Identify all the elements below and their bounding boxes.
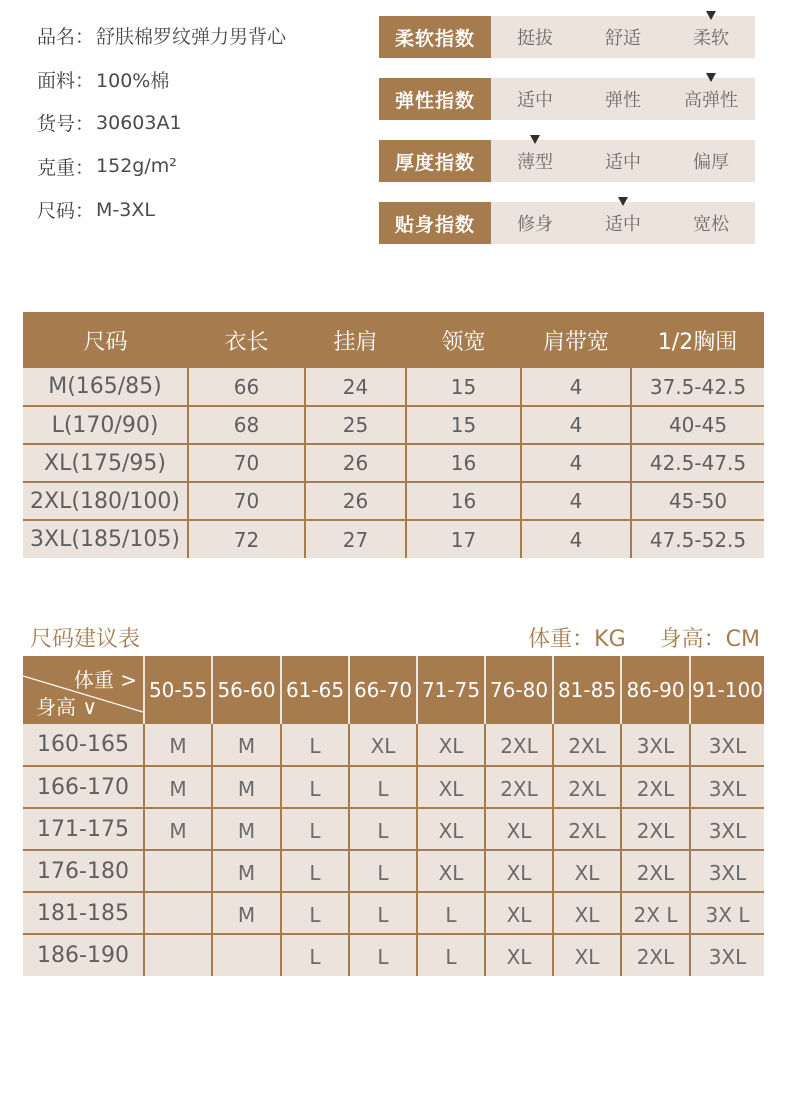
thickness-option: 适中 [605, 152, 641, 173]
table-cell: 16 [406, 482, 521, 520]
weight-header: 91-100 [690, 656, 764, 724]
size-range-label: 尺码： [37, 200, 95, 223]
softness-index [379, 16, 755, 58]
selected-marker-icon [618, 197, 628, 206]
selected-marker-icon [530, 135, 540, 144]
table-row [23, 520, 764, 558]
table-row [23, 766, 764, 808]
weight-header: 76-80 [485, 656, 553, 724]
table-cell: 4 [521, 406, 631, 444]
table-cell: 72 [188, 520, 305, 558]
size-cell: XL [417, 724, 485, 766]
size-cell [144, 892, 212, 934]
size-cell [212, 934, 281, 976]
table-cell: 66 [188, 368, 305, 406]
size-cell: L [349, 934, 417, 976]
recommend-title: 尺码建议表 [30, 627, 141, 652]
softness-index-title: 柔软指数 [379, 16, 491, 58]
weight-header: 86-90 [621, 656, 690, 724]
size-cell: L [281, 892, 349, 934]
size-cell: L [281, 808, 349, 850]
thickness-index [379, 140, 755, 182]
size-range-row [37, 188, 286, 232]
size-cell: 3X L [690, 892, 764, 934]
fit-option: 修身 [517, 214, 553, 235]
thickness-index-options [491, 140, 755, 182]
table-cell: 4 [521, 444, 631, 482]
table-cell: 37.5-42.5 [631, 368, 764, 406]
size-cell: M [144, 724, 212, 766]
size-cell [144, 934, 212, 976]
height-unit-label: 身高：CM [659, 627, 760, 652]
table-cell: XL(175/95) [23, 444, 188, 482]
size-cell: 2XL [485, 766, 553, 808]
size-cell: L [281, 934, 349, 976]
recommend-table [23, 656, 764, 976]
size-cell: 3XL [690, 934, 764, 976]
table-row [23, 724, 764, 766]
table-cell: 15 [406, 368, 521, 406]
weight-header: 81-85 [553, 656, 621, 724]
table-cell: 26 [305, 444, 406, 482]
table-cell: 3XL(185/105) [23, 520, 188, 558]
elasticity-index-title: 弹性指数 [379, 78, 491, 120]
softness-option: 舒适 [605, 28, 641, 49]
table-cell: 25 [305, 406, 406, 444]
column-header: 1/2胸围 [631, 312, 764, 368]
weight-header: 66-70 [349, 656, 417, 724]
product-name-value: 舒肤棉罗纹弹力男背心 [96, 26, 287, 49]
size-range-value: M-3XL [96, 198, 155, 221]
table-cell: 70 [188, 444, 305, 482]
table-row [23, 368, 764, 406]
size-cell: 3XL [621, 724, 690, 766]
size-cell: M [212, 850, 281, 892]
size-cell: XL [417, 766, 485, 808]
table-cell: 24 [305, 368, 406, 406]
table-row [23, 892, 764, 934]
item-number-label: 货号： [37, 113, 95, 136]
size-table-header [23, 312, 764, 368]
height-cell: 181-185 [23, 892, 144, 934]
fabric-label: 面料： [37, 69, 95, 92]
size-cell: L [349, 850, 417, 892]
size-cell: L [281, 850, 349, 892]
size-cell: L [349, 808, 417, 850]
fit-index [379, 202, 755, 244]
weight-label: 克重： [37, 156, 95, 179]
table-row [23, 482, 764, 520]
table-cell: 2XL(180/100) [23, 482, 188, 520]
corner-weight-label: 体重 > [73, 668, 137, 692]
column-header: 肩带宽 [521, 312, 631, 368]
size-cell: 2XL [553, 808, 621, 850]
size-cell: 2XL [553, 766, 621, 808]
table-cell: 68 [188, 406, 305, 444]
corner-cell [23, 656, 144, 724]
column-header: 衣长 [188, 312, 305, 368]
size-cell: M [144, 766, 212, 808]
size-cell: XL [417, 808, 485, 850]
item-number-row [37, 101, 286, 145]
size-cell: 2XL [621, 808, 690, 850]
table-cell: 4 [521, 520, 631, 558]
table-cell: 45-50 [631, 482, 764, 520]
weight-row [37, 145, 286, 189]
weight-unit-label: 体重：KG [528, 627, 626, 652]
table-cell: 4 [521, 368, 631, 406]
selected-marker-icon [706, 11, 716, 20]
weight-value: 152g/m² [96, 155, 177, 178]
table-cell: M(165/85) [23, 368, 188, 406]
size-cell: M [212, 808, 281, 850]
height-cell: 186-190 [23, 934, 144, 976]
column-header: 挂肩 [305, 312, 406, 368]
table-row [23, 406, 764, 444]
table-cell: 27 [305, 520, 406, 558]
recommend-units [528, 622, 760, 653]
size-cell: XL [553, 850, 621, 892]
elasticity-index-options [491, 78, 755, 120]
weight-header: 71-75 [417, 656, 485, 724]
size-cell: M [212, 724, 281, 766]
fit-option: 适中 [579, 210, 667, 236]
fabric-row [37, 58, 286, 102]
table-cell: 70 [188, 482, 305, 520]
elasticity-option: 适中 [517, 90, 553, 111]
size-cell: 2XL [485, 724, 553, 766]
size-cell: XL [485, 808, 553, 850]
size-cell: L [417, 892, 485, 934]
table-row [23, 808, 764, 850]
size-cell [144, 850, 212, 892]
weight-header: 50-55 [144, 656, 212, 724]
size-cell: 3XL [690, 724, 764, 766]
column-header: 尺码 [23, 312, 188, 368]
height-cell: 166-170 [23, 766, 144, 808]
size-cell: XL [485, 850, 553, 892]
column-header: 领宽 [406, 312, 521, 368]
size-cell: 2X L [621, 892, 690, 934]
size-cell: M [144, 808, 212, 850]
thickness-option: 偏厚 [693, 152, 729, 173]
weight-header: 61-65 [281, 656, 349, 724]
softness-index-options [491, 16, 755, 58]
table-cell: 47.5-52.5 [631, 520, 764, 558]
fit-index-title: 贴身指数 [379, 202, 491, 244]
size-cell: 2XL [553, 724, 621, 766]
size-cell: XL [485, 892, 553, 934]
index-panel [379, 16, 755, 264]
size-cell: M [212, 892, 281, 934]
product-name-row [37, 14, 286, 58]
size-cell: 3XL [690, 850, 764, 892]
thickness-option: 薄型 [491, 148, 579, 174]
size-cell: L [281, 724, 349, 766]
table-cell: 15 [406, 406, 521, 444]
product-info [37, 14, 286, 232]
height-cell: 171-175 [23, 808, 144, 850]
selected-marker-icon [706, 73, 716, 82]
fit-index-options [491, 202, 755, 244]
table-row [23, 444, 764, 482]
size-cell: 2XL [621, 766, 690, 808]
softness-option: 挺拔 [517, 28, 553, 49]
weight-header: 56-60 [212, 656, 281, 724]
height-cell: 160-165 [23, 724, 144, 766]
size-cell: 3XL [690, 808, 764, 850]
product-name-label: 品名： [37, 26, 95, 49]
thickness-index-title: 厚度指数 [379, 140, 491, 182]
table-cell: 42.5-47.5 [631, 444, 764, 482]
table-row [23, 850, 764, 892]
size-cell: XL [349, 724, 417, 766]
size-cell: L [281, 766, 349, 808]
size-cell: L [349, 766, 417, 808]
height-cell: 176-180 [23, 850, 144, 892]
size-cell: 2XL [621, 934, 690, 976]
table-cell: 4 [521, 482, 631, 520]
table-row [23, 934, 764, 976]
table-cell: 16 [406, 444, 521, 482]
size-cell: 2XL [621, 850, 690, 892]
size-cell: L [349, 892, 417, 934]
corner-height-label: 身高 ∨ [36, 695, 97, 719]
fabric-value: 100%棉 [96, 69, 170, 92]
size-cell: L [417, 934, 485, 976]
size-cell: XL [553, 934, 621, 976]
recommend-table-header [23, 656, 764, 724]
size-cell: 3XL [690, 766, 764, 808]
table-cell: 17 [406, 520, 521, 558]
elasticity-option: 弹性 [605, 90, 641, 111]
item-number-value: 30603A1 [96, 111, 182, 134]
size-cell: M [212, 766, 281, 808]
size-table [23, 312, 764, 558]
elasticity-option: 高弹性 [667, 86, 755, 112]
softness-option: 柔软 [667, 24, 755, 50]
table-cell: 40-45 [631, 406, 764, 444]
elasticity-index [379, 78, 755, 120]
table-cell: 26 [305, 482, 406, 520]
table-cell: L(170/90) [23, 406, 188, 444]
size-cell: XL [553, 892, 621, 934]
size-cell: XL [417, 850, 485, 892]
size-cell: XL [485, 934, 553, 976]
fit-option: 宽松 [693, 214, 729, 235]
